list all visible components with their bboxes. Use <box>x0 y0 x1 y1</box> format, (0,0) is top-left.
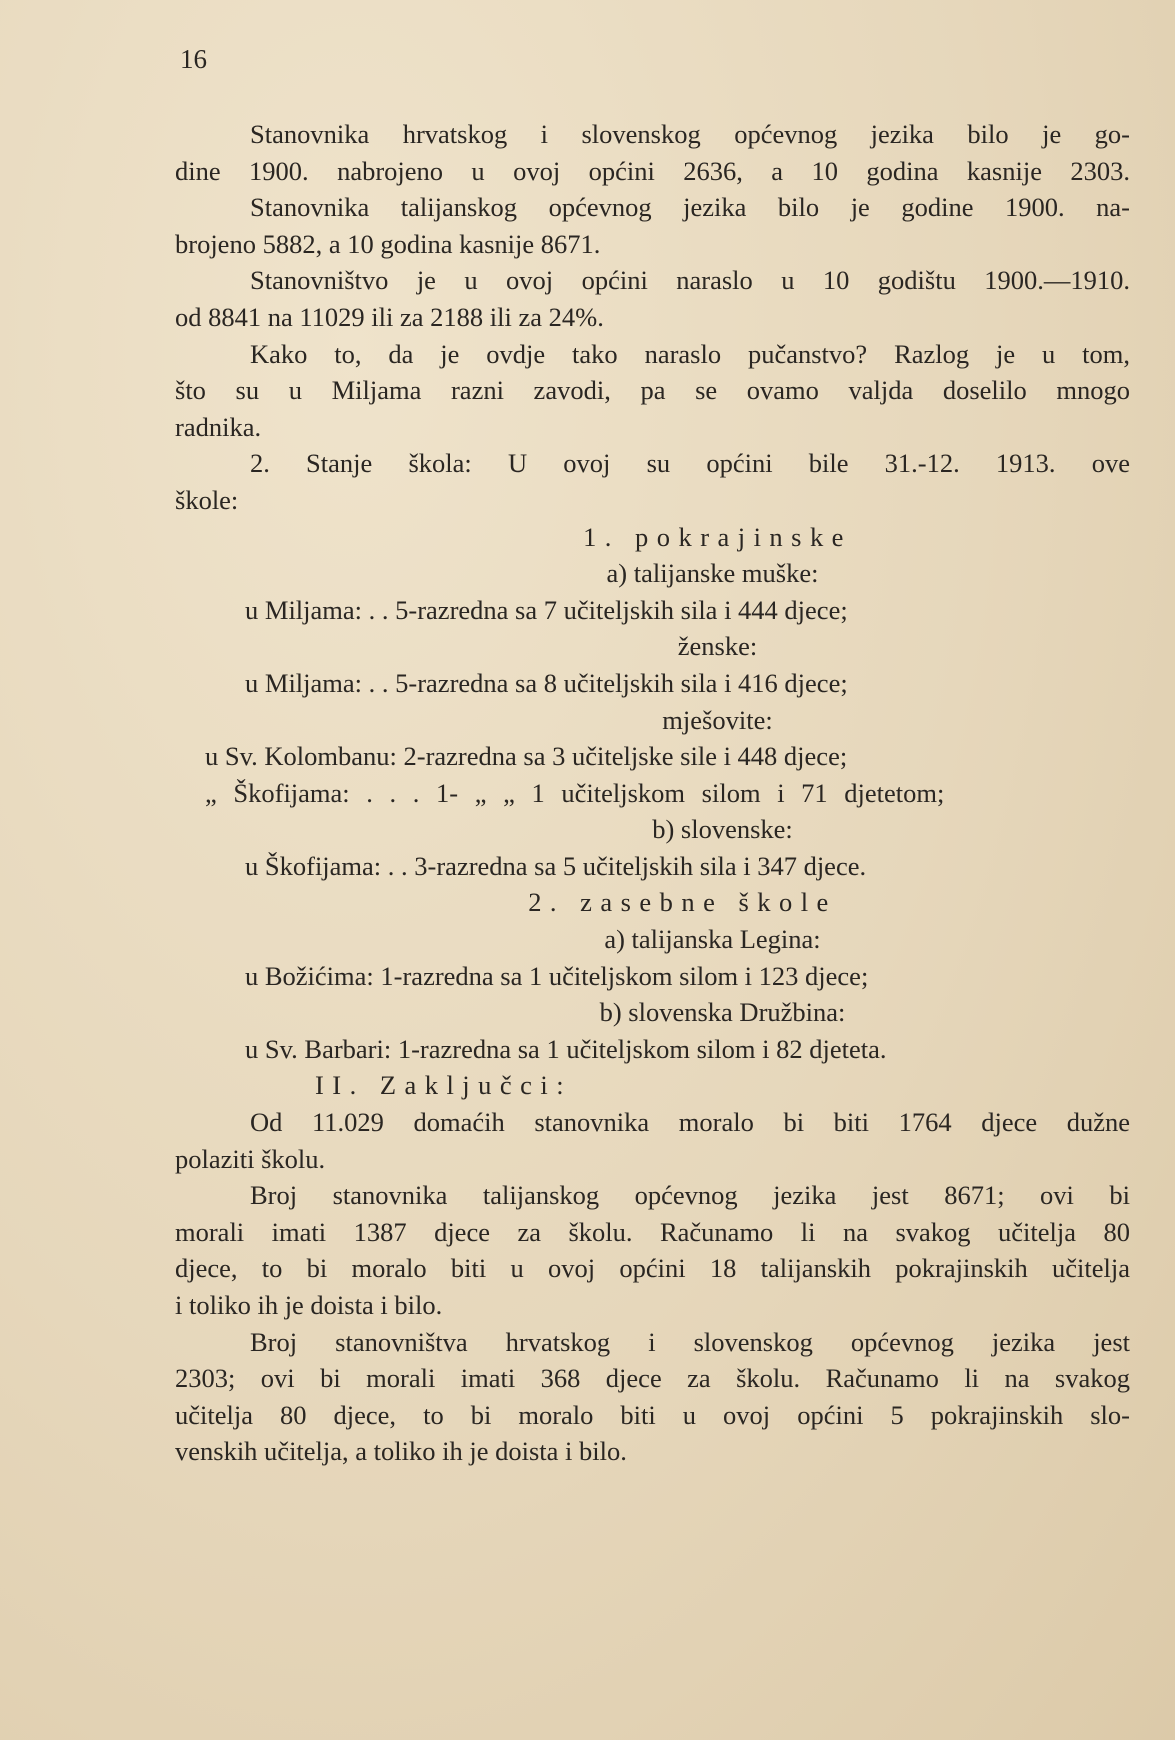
subheading-mixed: mješovite: <box>662 704 773 735</box>
text-line: Stanovnika hrvatskog i slovenskog općevnog jezika bilo je go- <box>250 119 1130 149</box>
text-line: radnika. <box>175 411 262 442</box>
subheading-private: 2. zasebne škole <box>528 887 837 918</box>
page-number: 16 <box>180 44 207 74</box>
school-entry: „ Škofijama: . . . 1- „ „ 1 učiteljskom silom i 71 djetetom; <box>205 777 945 808</box>
text-line: škole: <box>175 484 239 515</box>
text-line: morali imati 1387 djece za školu. Računamo li na svakog učitelja 80 <box>175 1216 1130 1247</box>
text-line: dine 1900. nabrojeno u ovoj općini 2636, a 10 godina kasnije 2303. <box>175 155 1130 186</box>
subheading-italian-male: a) talijanske muške: <box>606 558 819 589</box>
school-entry: u Sv. Barbari: 1-razredna sa 1 učiteljskom silom i 82 djeteta. <box>245 1033 887 1064</box>
text-line: učitelja 80 djece, to bi moralo biti u ovoj općini 5 pokrajinskih slo- <box>175 1399 1130 1430</box>
text-line: Stanovništvo je u ovoj općini naraslo u 10 godištu 1900.—1910. <box>250 265 1130 296</box>
school-entry: u Škofijama: . . 3-razredna sa 5 učiteljskih sila i 347 djece. <box>245 850 867 881</box>
text-line: venskih učitelja, a toliko ih je doista i bilo. <box>175 1436 627 1467</box>
subheading-italian-legina: a) talijanska Legina: <box>604 924 821 955</box>
text-line: od 8841 na 11029 ili za 2188 ili za 24%. <box>175 301 604 332</box>
school-entry: u Miljama: . . 5-razredna sa 8 učiteljskih sila i 416 djece; <box>245 667 848 698</box>
subheading-slovene-druzbina: b) slovenska Družbina: <box>599 997 846 1028</box>
text-line: djece, to bi moralo biti u ovoj općini 18 talijanskih pokrajinskih učitelja <box>175 1253 1130 1284</box>
school-entry: u Božićima: 1-razredna sa 1 učiteljskom silom i 123 djece; <box>245 960 869 991</box>
subheading-provincial: 1. pokrajinske <box>583 521 852 552</box>
text-line: Kako to, da je ovdje tako naraslo pučanstvo? Razlog je u tom, <box>250 338 1130 369</box>
body-text <box>175 116 1130 1470</box>
text-line: 2303; ovi bi morali imati 368 djece za školu. Računamo li na svakog <box>175 1363 1130 1394</box>
subheading-female: ženske: <box>677 631 758 662</box>
text-line: Stanovnika talijanskog općevnog jezika bilo je godine 1900. na- <box>250 192 1130 223</box>
subheading-slovene: b) slovenske: <box>652 814 793 845</box>
text-line: što su u Miljama razni zavodi, pa se ovamo valjda doselilo mnogo <box>175 375 1130 406</box>
section-heading-schools: 2. Stanje škola: U ovoj su općini bile 31.-12. 1913. ove <box>250 448 1130 479</box>
text-line: i toliko ih je doista i bilo. <box>175 1290 443 1320</box>
text-line: Broj stanovništva hrvatskog i slovenskog općevnog jezika jest <box>250 1326 1130 1357</box>
school-entry: u Miljama: . . 5-razredna sa 7 učiteljskih sila i 444 djece; <box>245 594 848 625</box>
text-line: brojeno 5882, a 10 godina kasnije 8671. <box>175 228 601 259</box>
text-line: polaziti školu. <box>175 1143 326 1174</box>
section-heading-conclusions: II. Zaključci: <box>315 1070 573 1101</box>
school-entry: u Sv. Kolombanu: 2-razredna sa 3 učiteljske sile i 448 djece; <box>205 741 848 772</box>
text-line: Broj stanovnika talijanskog općevnog jezika jest 8671; ovi bi <box>250 1180 1130 1211</box>
text-line: Od 11.029 domaćih stanovnika moralo bi biti 1764 djece dužne <box>250 1107 1130 1138</box>
